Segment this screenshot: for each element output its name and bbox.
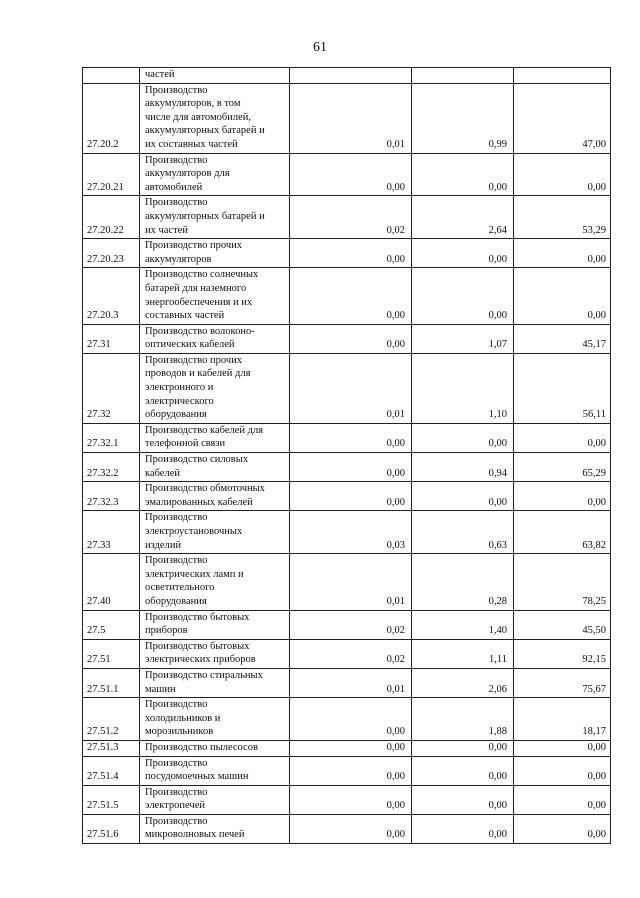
row-code-text: 27.5 xyxy=(87,625,106,637)
row-value-2-text: 1,11 xyxy=(489,654,507,666)
row-name-text: частей xyxy=(145,69,175,80)
row-code-text: 27.40 xyxy=(87,595,111,607)
row-value-1-text: 0,00 xyxy=(386,181,405,193)
row-code xyxy=(83,814,140,843)
row-code-text: 27.32.1 xyxy=(87,438,119,450)
row-name xyxy=(140,239,290,268)
row-value-3-text: 75,67 xyxy=(582,683,606,695)
row-code-text: 27.20.2 xyxy=(87,138,119,150)
page-number: 61 xyxy=(313,40,327,55)
row-code xyxy=(83,196,140,239)
row-value-2-text: 0,00 xyxy=(488,253,507,265)
row-value-2 xyxy=(412,239,514,268)
row-value-2-text: 0,00 xyxy=(488,181,507,193)
row-value-1-text: 0,02 xyxy=(386,625,405,637)
row-value-3 xyxy=(514,554,611,610)
row-value-2-text: 0,00 xyxy=(488,829,507,841)
row-value-1 xyxy=(290,511,412,554)
table-row xyxy=(83,610,611,639)
row-value-3 xyxy=(514,196,611,239)
row-name xyxy=(140,423,290,452)
row-value-1 xyxy=(290,83,412,153)
row-name-text: Производство прочих аккумуляторов xyxy=(145,240,243,265)
table-row xyxy=(83,785,611,814)
row-value-2-text: 0,99 xyxy=(488,138,507,150)
row-code xyxy=(83,268,140,324)
row-name xyxy=(140,68,290,84)
row-value-2 xyxy=(412,83,514,153)
row-code xyxy=(83,453,140,482)
row-code-text: 27.51.6 xyxy=(87,829,119,841)
row-name xyxy=(140,196,290,239)
row-value-2 xyxy=(412,268,514,324)
row-value-2-text: 1,10 xyxy=(488,409,507,421)
table-row xyxy=(83,814,611,843)
row-code xyxy=(83,83,140,153)
row-code xyxy=(83,756,140,785)
row-value-3-text: 0,00 xyxy=(587,181,606,193)
row-code xyxy=(83,610,140,639)
row-value-1-text: 0,00 xyxy=(386,339,405,351)
row-value-3 xyxy=(514,511,611,554)
row-value-3-text: 45,17 xyxy=(582,339,606,351)
row-name-text: Производство посудомоечных машин xyxy=(145,757,249,783)
row-value-3-text: 45,50 xyxy=(582,625,606,637)
row-value-2 xyxy=(412,639,514,668)
row-value-3 xyxy=(514,639,611,668)
table-row xyxy=(83,68,611,84)
row-value-2 xyxy=(412,153,514,196)
table-row xyxy=(83,324,611,353)
row-value-2 xyxy=(412,698,514,741)
row-value-3 xyxy=(514,814,611,843)
row-code-text: 27.51 xyxy=(87,654,111,666)
row-value-3 xyxy=(514,740,611,756)
row-value-1 xyxy=(290,353,412,423)
row-value-1 xyxy=(290,668,412,697)
row-value-1-text: 0,01 xyxy=(386,595,405,607)
row-value-3-text: 47,00 xyxy=(582,138,606,150)
row-value-1-text: 0,00 xyxy=(386,741,405,753)
row-value-2 xyxy=(412,353,514,423)
row-value-3-text: 0,00 xyxy=(587,496,606,508)
row-value-3 xyxy=(514,83,611,153)
row-value-1-text: 0,01 xyxy=(386,138,405,150)
row-value-3-text: 0,00 xyxy=(587,438,606,450)
row-code xyxy=(83,324,140,353)
table-row xyxy=(83,511,611,554)
table-row xyxy=(83,740,611,756)
row-value-2 xyxy=(412,453,514,482)
row-name xyxy=(140,785,290,814)
table-row xyxy=(83,756,611,785)
row-name-text: Производство стиральных машин xyxy=(145,669,263,695)
row-value-1 xyxy=(290,740,412,756)
row-value-3 xyxy=(514,353,611,423)
row-name-text: Производство микроволновых печей xyxy=(145,815,245,841)
row-value-3 xyxy=(514,610,611,639)
row-code-text: 27.51.1 xyxy=(87,683,119,695)
row-value-3-text: 0,00 xyxy=(587,741,606,753)
row-value-3 xyxy=(514,785,611,814)
row-code-text: 27.20.21 xyxy=(87,181,124,193)
row-name xyxy=(140,639,290,668)
row-name xyxy=(140,268,290,324)
table-body xyxy=(83,68,611,844)
row-value-1 xyxy=(290,153,412,196)
row-value-1-text: 0,00 xyxy=(386,310,405,322)
row-value-2 xyxy=(412,756,514,785)
row-name-text: Производство пылесосов xyxy=(145,741,258,753)
row-value-1 xyxy=(290,453,412,482)
row-name xyxy=(140,324,290,353)
row-value-1-text: 0,03 xyxy=(386,539,405,551)
row-value-1-text: 0,02 xyxy=(386,224,405,236)
row-name-text: Производство прочих проводов и кабелей для электронного и электрического оборудования xyxy=(145,354,251,421)
row-value-1 xyxy=(290,785,412,814)
row-code xyxy=(83,698,140,741)
row-code-text: 27.20.22 xyxy=(87,224,124,236)
row-value-2 xyxy=(412,68,514,84)
row-value-1 xyxy=(290,698,412,741)
row-value-3-text: 0,00 xyxy=(587,800,606,812)
row-code-text: 27.33 xyxy=(87,539,111,551)
table-row xyxy=(83,153,611,196)
row-value-3 xyxy=(514,668,611,697)
row-value-1-text: 0,00 xyxy=(386,438,405,450)
row-value-1-text: 0,00 xyxy=(386,726,405,738)
row-name xyxy=(140,814,290,843)
row-code-text: 27.51.4 xyxy=(87,771,119,783)
row-name xyxy=(140,610,290,639)
row-value-2-text: 0,94 xyxy=(488,467,507,479)
row-value-2-text: 0,00 xyxy=(488,310,507,322)
row-value-2 xyxy=(412,482,514,511)
row-code xyxy=(83,423,140,452)
row-code-text: 27.32.3 xyxy=(87,496,119,508)
row-name-text: Производство аккумуляторных батарей и их частей xyxy=(145,197,265,236)
row-value-3-text: 65,29 xyxy=(582,467,606,479)
row-code xyxy=(83,239,140,268)
row-name xyxy=(140,453,290,482)
row-value-1 xyxy=(290,268,412,324)
row-value-2-text: 2,06 xyxy=(488,683,507,695)
row-name xyxy=(140,554,290,610)
row-value-3 xyxy=(514,423,611,452)
row-name-text: Производство электроустановочных изделий xyxy=(145,512,243,551)
row-code-text: 27.32.2 xyxy=(87,467,119,479)
row-value-3 xyxy=(514,324,611,353)
table-row xyxy=(83,698,611,741)
row-code xyxy=(83,482,140,511)
row-value-2 xyxy=(412,423,514,452)
row-name xyxy=(140,756,290,785)
row-name-text: Производство аккумуляторов для автомобилей xyxy=(145,154,230,193)
row-value-2 xyxy=(412,554,514,610)
row-value-3 xyxy=(514,68,611,84)
row-code xyxy=(83,353,140,423)
row-value-3-text: 92,15 xyxy=(582,654,606,666)
row-name xyxy=(140,353,290,423)
row-value-2-text: 0,00 xyxy=(488,800,507,812)
row-value-2-text: 0,00 xyxy=(488,771,507,783)
row-name-text: Производство силовых кабелей xyxy=(145,454,249,479)
table-row xyxy=(83,554,611,610)
table-row xyxy=(83,83,611,153)
row-value-1 xyxy=(290,482,412,511)
row-value-3-text: 53,29 xyxy=(582,224,606,236)
row-value-1-text: 0,02 xyxy=(386,654,405,666)
row-code-text: 27.31 xyxy=(87,339,111,351)
row-name-text: Производство обмоточных эмалированных кабелей xyxy=(145,483,265,508)
data-table xyxy=(82,67,611,844)
row-value-3 xyxy=(514,482,611,511)
row-value-1-text: 0,01 xyxy=(386,409,405,421)
row-value-3-text: 18,17 xyxy=(582,726,606,738)
row-value-3 xyxy=(514,153,611,196)
row-value-1 xyxy=(290,639,412,668)
row-code xyxy=(83,511,140,554)
row-value-3 xyxy=(514,239,611,268)
row-value-2 xyxy=(412,814,514,843)
row-value-2-text: 1,07 xyxy=(488,339,507,351)
row-code xyxy=(83,639,140,668)
row-name-text: Производство бытовых приборов xyxy=(145,611,250,637)
row-value-2-text: 2,64 xyxy=(488,224,507,236)
row-name xyxy=(140,511,290,554)
row-name-text: Производство кабелей для телефонной связи xyxy=(145,424,264,450)
row-value-1-text: 0,00 xyxy=(386,800,405,812)
table-row xyxy=(83,423,611,452)
row-value-1-text: 0,00 xyxy=(386,496,405,508)
table-row xyxy=(83,353,611,423)
row-value-2-text: 0,00 xyxy=(488,741,507,753)
row-code-text: 27.20.23 xyxy=(87,253,124,265)
row-value-1-text: 0,00 xyxy=(386,253,405,265)
row-name xyxy=(140,482,290,511)
row-code xyxy=(83,668,140,697)
row-value-1 xyxy=(290,423,412,452)
row-code-text: 27.32 xyxy=(87,409,111,421)
row-value-2 xyxy=(412,324,514,353)
row-code-text: 27.20.3 xyxy=(87,310,119,322)
row-value-1 xyxy=(290,239,412,268)
row-value-3 xyxy=(514,453,611,482)
row-value-2 xyxy=(412,196,514,239)
row-value-3-text: 0,00 xyxy=(587,829,606,841)
table-row xyxy=(83,482,611,511)
row-value-2 xyxy=(412,785,514,814)
row-value-2-text: 0,63 xyxy=(488,539,507,551)
row-value-3-text: 0,00 xyxy=(587,771,606,783)
table-row xyxy=(83,239,611,268)
row-name xyxy=(140,153,290,196)
row-value-1 xyxy=(290,814,412,843)
row-value-1 xyxy=(290,196,412,239)
row-value-3-text: 63,82 xyxy=(582,539,606,551)
row-value-2 xyxy=(412,740,514,756)
row-name-text: Производство аккумуляторов, в том числе для автомобилей, аккумуляторных батарей и их составных частей xyxy=(145,84,265,150)
row-value-1-text: 0,01 xyxy=(386,683,405,695)
row-value-2-text: 0,00 xyxy=(488,496,507,508)
row-value-2-text: 0,28 xyxy=(488,595,507,607)
row-name-text: Производство электрических ламп и осветительного оборудования xyxy=(145,555,244,607)
row-value-1 xyxy=(290,756,412,785)
row-value-1-text: 0,00 xyxy=(386,829,405,841)
row-value-3-text: 56,11 xyxy=(582,409,606,421)
row-value-1 xyxy=(290,68,412,84)
row-value-3-text: 0,00 xyxy=(587,310,606,322)
row-value-3 xyxy=(514,268,611,324)
row-name-text: Производство солнечных батарей для наземного энергообеспечения и их составных частей xyxy=(145,269,259,322)
row-code xyxy=(83,740,140,756)
row-value-1-text: 0,00 xyxy=(386,467,405,479)
row-value-2 xyxy=(412,668,514,697)
row-name xyxy=(140,740,290,756)
row-name xyxy=(140,668,290,697)
row-value-2-text: 0,00 xyxy=(488,438,507,450)
row-code xyxy=(83,785,140,814)
row-value-2-text: 1,40 xyxy=(488,625,507,637)
row-code xyxy=(83,153,140,196)
row-name xyxy=(140,698,290,741)
row-value-3 xyxy=(514,756,611,785)
row-name-text: Производство электропечей xyxy=(145,786,208,812)
row-value-1 xyxy=(290,610,412,639)
row-code-text: 27.51.2 xyxy=(87,726,119,738)
row-value-2 xyxy=(412,610,514,639)
row-name-text: Производство волоконо- оптических кабелей xyxy=(145,325,255,351)
row-name xyxy=(140,83,290,153)
table-row xyxy=(83,196,611,239)
row-value-3-text: 78,25 xyxy=(582,595,606,607)
row-value-1 xyxy=(290,554,412,610)
row-name-text: Производство бытовых электрических приборов xyxy=(145,640,256,666)
row-value-3-text: 0,00 xyxy=(587,253,606,265)
row-code-text: 27.51.5 xyxy=(87,800,119,812)
row-value-2-text: 1,88 xyxy=(488,726,507,738)
row-code xyxy=(83,554,140,610)
row-code xyxy=(83,68,140,84)
row-value-1-text: 0,00 xyxy=(386,771,405,783)
row-name-text: Производство холодильников и морозильников xyxy=(145,699,221,738)
row-value-3 xyxy=(514,698,611,741)
row-value-1 xyxy=(290,324,412,353)
table-row xyxy=(83,268,611,324)
row-value-2 xyxy=(412,511,514,554)
row-code-text: 27.51.3 xyxy=(87,741,119,753)
table-row xyxy=(83,639,611,668)
table-row xyxy=(83,453,611,482)
table-row xyxy=(83,668,611,697)
